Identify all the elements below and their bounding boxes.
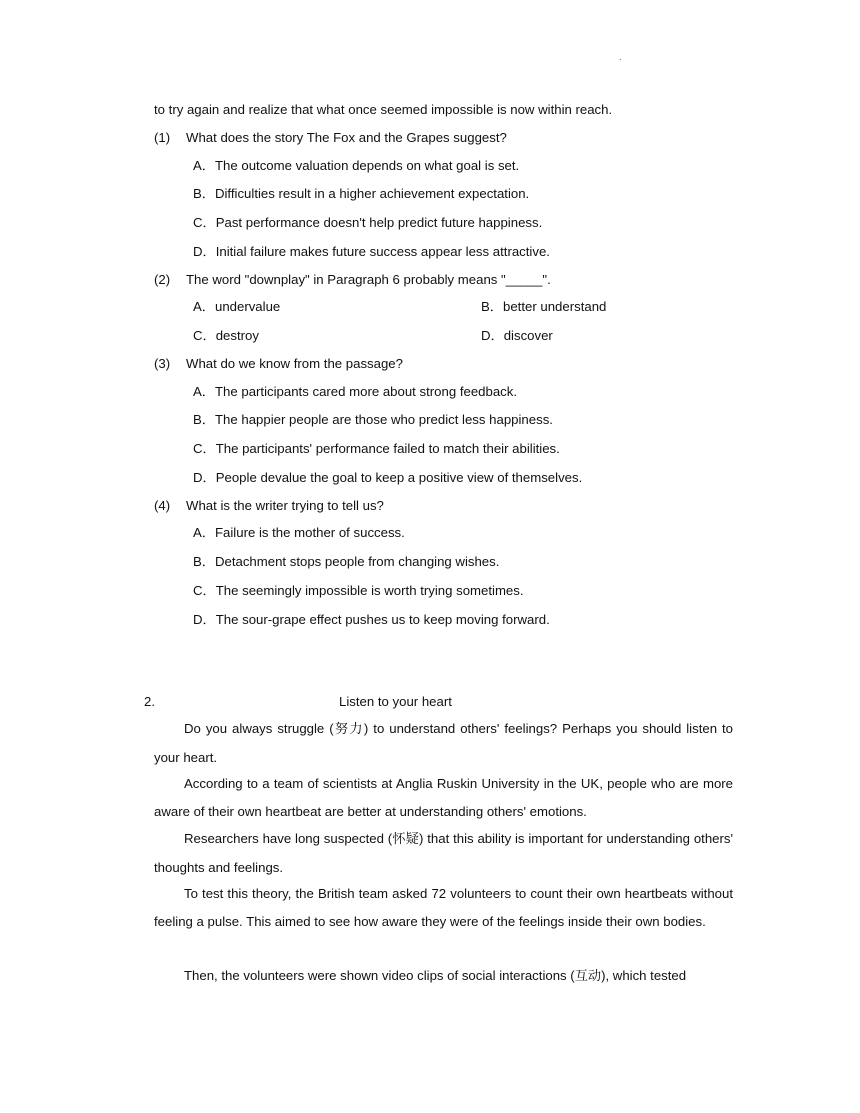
question-number: (4) — [154, 498, 171, 513]
continued-text-line: to try again and realize that what once seemed impossible is now within reach. — [154, 102, 613, 117]
option-c: C．destroy — [193, 328, 259, 343]
paragraph-3: Researchers have long suspected (怀疑) that this ability is important for understanding others' thoughts and feelings. — [154, 831, 733, 875]
option-c: C．The participants' performance failed to match their abilities. — [193, 441, 560, 456]
passage-title: Listen to your heart — [339, 694, 452, 709]
option-c: C．Past performance doesn't help predict future happiness. — [193, 215, 543, 230]
option-a: A．The outcome valuation depends on what goal is set. — [193, 158, 520, 173]
passage-number: 2. — [144, 694, 155, 709]
question-number: (1) — [154, 130, 171, 145]
question-number: (2) — [154, 272, 171, 287]
option-d: D．Initial failure makes future success appear less attractive. — [193, 244, 550, 259]
paragraph-2: According to a team of scientists at Anglia Ruskin University in the UK, people who are more aware of their own heartbeat are better at understanding others' emotions. — [154, 776, 733, 819]
question-stem: What do we know from the passage? — [186, 356, 403, 371]
option-b: B．The happier people are those who predict less happiness. — [193, 412, 553, 427]
option-d: D．discover — [481, 328, 553, 343]
question-stem: The word "downplay" in Paragraph 6 probably means "_____". — [186, 272, 551, 287]
question-number: (3) — [154, 356, 171, 371]
paragraph-4: To test this theory, the British team asked 72 volunteers to count their own heartbeats without feeling a pulse. This aimed to see how aware they were of the feelings inside their own bodies. — [154, 886, 733, 929]
question-stem: What is the writer trying to tell us? — [186, 498, 384, 513]
option-d: D．The sour-grape effect pushes us to keep moving forward. — [193, 612, 550, 627]
option-d: D．People devalue the goal to keep a positive view of themselves. — [193, 470, 583, 485]
option-a: A．Failure is the mother of success. — [193, 525, 405, 540]
option-b: B．Detachment stops people from changing wishes. — [193, 554, 500, 569]
option-a: A．The participants cared more about strong feedback. — [193, 384, 518, 399]
header-mark: . — [619, 52, 622, 63]
option-b: B．Difficulties result in a higher achievement expectation. — [193, 186, 530, 201]
paragraph-5: Then, the volunteers were shown video clips of social interactions (互动), which tested — [184, 968, 687, 984]
option-b: B．better understand — [481, 299, 607, 314]
option-a: A．undervalue — [193, 299, 281, 314]
paragraph-1: Do you always struggle (努力) to understand others' feelings? Perhaps you should listen to your heart. — [154, 721, 734, 765]
option-c: C．The seemingly impossible is worth trying sometimes. — [193, 583, 524, 598]
question-stem: What does the story The Fox and the Grapes suggest? — [186, 130, 507, 145]
